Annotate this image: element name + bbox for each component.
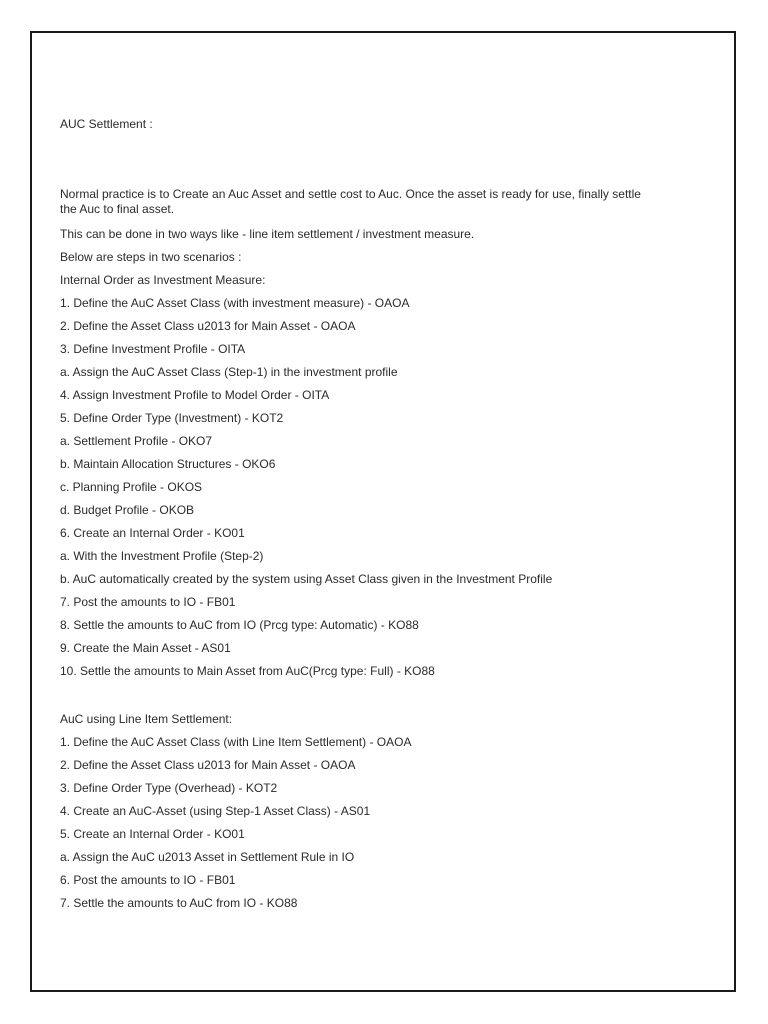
scenario2-step: 5. Create an Internal Order - KO01 bbox=[60, 827, 245, 841]
scenario1-step: 1. Define the AuC Asset Class (with investment measure) - OAOA bbox=[60, 296, 410, 310]
scenario1-step: a. With the Investment Profile (Step-2) bbox=[60, 549, 264, 563]
scenario1-step: 9. Create the Main Asset - AS01 bbox=[60, 641, 231, 655]
scenario1-step: a. Settlement Profile - OKO7 bbox=[60, 434, 213, 448]
scenario1-step: 8. Settle the amounts to AuC from IO (Prcg type: Automatic) - KO88 bbox=[60, 618, 419, 632]
scenario2-step: 3. Define Order Type (Overhead) - KOT2 bbox=[60, 781, 278, 795]
scenario1-step: 10. Settle the amounts to Main Asset from AuC(Prcg type: Full) - KO88 bbox=[60, 664, 435, 678]
scenario1-step: 2. Define the Asset Class u2013 for Main Asset - OAOA bbox=[60, 319, 356, 333]
scenario2-step: a. Assign the AuC u2013 Asset in Settlement Rule in IO bbox=[60, 850, 355, 864]
scenario1-step: a. Assign the AuC Asset Class (Step-1) in the investment profile bbox=[60, 365, 398, 379]
scenario1-step: 6. Create an Internal Order - KO01 bbox=[60, 526, 245, 540]
document-title: AUC Settlement : bbox=[60, 117, 153, 131]
scenario1-step: 7. Post the amounts to IO - FB01 bbox=[60, 595, 236, 609]
intro-paragraph: Normal practice is to Create an Auc Asset and settle cost to Auc. Once the asset is ready for use, finally settle the Auc to final asset. bbox=[60, 187, 641, 216]
scenario1-step: b. AuC automatically created by the system using Asset Class given in the Investment Profile bbox=[60, 572, 553, 586]
scenario2-step: 2. Define the Asset Class u2013 for Main Asset - OAOA bbox=[60, 758, 356, 772]
steps-intro: Below are steps in two scenarios : bbox=[60, 250, 242, 264]
scenario1-step: b. Maintain Allocation Structures - OKO6 bbox=[60, 457, 276, 471]
scenario1-step: 5. Define Order Type (Investment) - KOT2 bbox=[60, 411, 284, 425]
scenario2-step: 6. Post the amounts to IO - FB01 bbox=[60, 873, 236, 887]
scenario2-heading: AuC using Line Item Settlement: bbox=[60, 712, 233, 726]
scenario2-step: 7. Settle the amounts to AuC from IO - KO88 bbox=[60, 896, 298, 910]
scenario2-step: 1. Define the AuC Asset Class (with Line Item Settlement) - OAOA bbox=[60, 735, 412, 749]
scenario1-step: 4. Assign Investment Profile to Model Order - OITA bbox=[60, 388, 330, 402]
scenario2-step: 4. Create an AuC-Asset (using Step-1 Asset Class) - AS01 bbox=[60, 804, 371, 818]
scenario1-step: 3. Define Investment Profile - OITA bbox=[60, 342, 246, 356]
scenario1-step: c. Planning Profile - OKOS bbox=[60, 480, 203, 494]
ways-paragraph: This can be done in two ways like - line item settlement / investment measure. bbox=[60, 227, 475, 241]
scenario1-heading: Internal Order as Investment Measure: bbox=[60, 273, 266, 287]
scenario1-step: d. Budget Profile - OKOB bbox=[60, 503, 195, 517]
